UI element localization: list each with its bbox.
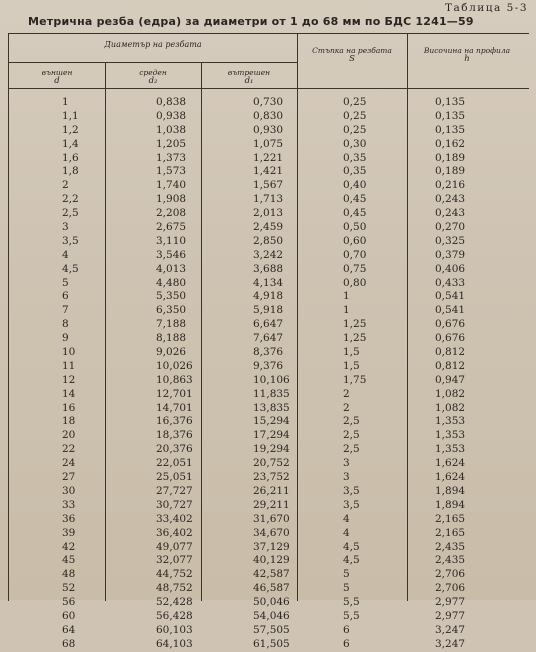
cell-inner-diameter: 3,688 xyxy=(253,262,284,275)
cell-profile-height: 0,135 xyxy=(435,96,466,108)
cell-outer-diameter: 3,5 xyxy=(62,234,79,247)
middle-diameter-label: среден xyxy=(139,68,167,77)
cell-pitch: 0,80 xyxy=(343,276,367,289)
table-row xyxy=(9,388,529,402)
cell-pitch: 0,50 xyxy=(343,221,367,234)
cell-pitch: 4,5 xyxy=(343,554,360,567)
table-row xyxy=(9,360,529,374)
cell-pitch: 1 xyxy=(343,290,350,303)
table-row xyxy=(9,638,529,652)
cell-outer-diameter: 1,4 xyxy=(62,137,79,150)
cell-middle-diameter: 7,188 xyxy=(156,318,187,331)
cell-profile-height: 1,353 xyxy=(435,443,466,456)
cell-middle-diameter: 30,727 xyxy=(156,498,193,511)
cell-outer-diameter: 4,5 xyxy=(62,262,79,275)
cell-outer-diameter: 48 xyxy=(62,568,76,581)
cell-outer-diameter: 1,2 xyxy=(62,123,79,136)
pitch-symbol: S xyxy=(349,54,355,64)
cell-inner-diameter: 50,046 xyxy=(253,596,290,609)
cell-pitch: 4 xyxy=(343,526,350,539)
cell-profile-height: 2,435 xyxy=(435,540,466,553)
cell-middle-diameter: 18,376 xyxy=(156,429,193,442)
table-row xyxy=(9,263,529,277)
cell-inner-diameter: 1,221 xyxy=(253,151,284,164)
cell-profile-height: 0,676 xyxy=(435,318,466,331)
cell-outer-diameter: 2,2 xyxy=(62,193,79,206)
cell-inner-diameter: 6,647 xyxy=(253,318,284,331)
cell-middle-diameter: 49,077 xyxy=(156,540,193,553)
cell-inner-diameter: 29,211 xyxy=(253,498,290,511)
cell-middle-diameter: 2,675 xyxy=(156,221,187,234)
cell-middle-diameter: 36,402 xyxy=(156,526,193,539)
cell-outer-diameter: 68 xyxy=(62,637,76,650)
diameter-group-header: Диаметър на резбата xyxy=(104,40,202,49)
cell-inner-diameter: 1,567 xyxy=(253,179,284,192)
cell-outer-diameter: 30 xyxy=(62,484,76,497)
inner-diameter-label: вътрешен xyxy=(227,68,271,77)
cell-inner-diameter: 26,211 xyxy=(253,484,290,497)
table-row xyxy=(9,610,529,624)
cell-middle-diameter: 10,026 xyxy=(156,359,193,372)
table-row xyxy=(9,179,529,193)
cell-outer-diameter: 3 xyxy=(62,221,69,234)
cell-pitch: 6 xyxy=(343,623,350,636)
cell-inner-diameter: 61,505 xyxy=(253,637,290,650)
cell-inner-diameter: 13,835 xyxy=(253,401,290,414)
cell-profile-height: 0,189 xyxy=(435,151,466,164)
cell-pitch: 0,45 xyxy=(343,193,367,206)
table-row xyxy=(9,96,529,110)
cell-outer-diameter: 39 xyxy=(62,526,76,539)
cell-inner-diameter: 42,587 xyxy=(253,568,290,581)
cell-profile-height: 0,541 xyxy=(435,304,466,317)
table-body xyxy=(9,96,529,652)
table-row xyxy=(9,541,529,555)
cell-profile-height: 0,189 xyxy=(435,165,466,178)
cell-profile-height: 0,406 xyxy=(435,262,466,275)
cell-middle-diameter: 0,938 xyxy=(156,109,187,122)
table-number: Таблица 5-3 xyxy=(444,2,528,14)
cell-inner-diameter: 7,647 xyxy=(253,332,284,345)
cell-pitch: 0,25 xyxy=(343,96,367,108)
inner-diameter-symbol: d₁ xyxy=(244,76,254,86)
cell-middle-diameter: 27,727 xyxy=(156,484,193,497)
cell-inner-diameter: 2,459 xyxy=(253,221,284,234)
cell-pitch: 1,5 xyxy=(343,359,360,372)
cell-middle-diameter: 1,038 xyxy=(156,123,187,136)
cell-inner-diameter: 15,294 xyxy=(253,415,290,428)
cell-pitch: 0,70 xyxy=(343,248,367,261)
cell-profile-height: 0,325 xyxy=(435,234,466,247)
header-bottom-rule xyxy=(9,88,529,89)
cell-pitch: 2 xyxy=(343,401,350,414)
cell-pitch: 6 xyxy=(343,637,350,650)
cell-outer-diameter: 42 xyxy=(62,540,76,553)
cell-pitch: 3,5 xyxy=(343,484,360,497)
cell-pitch: 0,35 xyxy=(343,151,367,164)
cell-outer-diameter: 4 xyxy=(62,248,69,261)
cell-middle-diameter: 20,376 xyxy=(156,443,193,456)
cell-inner-diameter: 1,421 xyxy=(253,165,284,178)
cell-outer-diameter: 1,1 xyxy=(62,109,79,122)
cell-pitch: 4,5 xyxy=(343,540,360,553)
cell-inner-diameter: 8,376 xyxy=(253,346,284,359)
cell-profile-height: 2,165 xyxy=(435,512,466,525)
cell-inner-diameter: 10,106 xyxy=(253,373,290,386)
cell-pitch: 0,60 xyxy=(343,234,367,247)
cell-inner-diameter: 2,850 xyxy=(253,234,284,247)
cell-middle-diameter: 16,376 xyxy=(156,415,193,428)
cell-middle-diameter: 3,110 xyxy=(156,234,187,247)
pitch-label: Стъпка на резбата xyxy=(312,46,392,55)
cell-profile-height: 1,624 xyxy=(435,471,466,484)
table-row xyxy=(9,277,529,291)
cell-pitch: 5 xyxy=(343,582,350,595)
cell-pitch: 0,25 xyxy=(343,123,367,136)
cell-pitch: 1 xyxy=(343,304,350,317)
cell-profile-height: 0,433 xyxy=(435,276,466,289)
cell-middle-diameter: 3,546 xyxy=(156,248,187,261)
cell-inner-diameter: 34,670 xyxy=(253,526,290,539)
cell-pitch: 0,35 xyxy=(343,165,367,178)
cell-middle-diameter: 0,838 xyxy=(156,96,187,108)
cell-pitch: 1,25 xyxy=(343,332,367,345)
cell-inner-diameter: 37,129 xyxy=(253,540,290,553)
profile-height-symbol: h xyxy=(464,54,470,64)
cell-middle-diameter: 4,013 xyxy=(156,262,187,275)
cell-middle-diameter: 1,373 xyxy=(156,151,187,164)
table-row xyxy=(9,207,529,221)
cell-pitch: 3 xyxy=(343,457,350,470)
cell-middle-diameter: 48,752 xyxy=(156,582,193,595)
profile-height-label: Височина на профила xyxy=(423,46,511,55)
cell-middle-diameter: 22,051 xyxy=(156,457,193,470)
cell-inner-diameter: 57,505 xyxy=(253,623,290,636)
table-row xyxy=(9,152,529,166)
table-caption: Метрична резба (едра) за диаметри от 1 до 68 мм по БДС 1241—59 xyxy=(28,15,474,28)
cell-inner-diameter: 23,752 xyxy=(253,471,290,484)
cell-inner-diameter: 1,075 xyxy=(253,137,284,150)
cell-middle-diameter: 1,205 xyxy=(156,137,187,150)
cell-outer-diameter: 8 xyxy=(62,318,69,331)
cell-pitch: 2,5 xyxy=(343,429,360,442)
cell-profile-height: 0,812 xyxy=(435,346,466,359)
cell-profile-height: 1,082 xyxy=(435,401,466,414)
cell-profile-height: 0,243 xyxy=(435,193,466,206)
cell-pitch: 5,5 xyxy=(343,596,360,609)
table-row xyxy=(9,221,529,235)
cell-profile-height: 1,082 xyxy=(435,387,466,400)
cell-inner-diameter: 0,830 xyxy=(253,109,284,122)
cell-middle-diameter: 10,863 xyxy=(156,373,193,386)
table-row xyxy=(9,374,529,388)
cell-profile-height: 0,379 xyxy=(435,248,466,261)
cell-outer-diameter: 45 xyxy=(62,554,76,567)
cell-profile-height: 0,135 xyxy=(435,109,466,122)
cell-profile-height: 1,894 xyxy=(435,498,466,511)
profile-height-header xyxy=(417,46,517,64)
outer-diameter-symbol: d xyxy=(54,76,60,86)
cell-inner-diameter: 11,835 xyxy=(253,387,290,400)
cell-middle-diameter: 44,752 xyxy=(156,568,193,581)
cell-outer-diameter: 6 xyxy=(62,290,69,303)
cell-profile-height: 0,541 xyxy=(435,290,466,303)
cell-pitch: 2 xyxy=(343,387,350,400)
table-row xyxy=(9,249,529,263)
cell-inner-diameter: 40,129 xyxy=(253,554,290,567)
table-row xyxy=(9,332,529,346)
table-row xyxy=(9,513,529,527)
cell-outer-diameter: 12 xyxy=(62,373,76,386)
cell-outer-diameter: 1 xyxy=(62,96,69,108)
cell-middle-diameter: 4,480 xyxy=(156,276,187,289)
cell-outer-diameter: 2,5 xyxy=(62,207,79,220)
cell-outer-diameter: 9 xyxy=(62,332,69,345)
cell-middle-diameter: 60,103 xyxy=(156,623,193,636)
cell-outer-diameter: 1,8 xyxy=(62,165,79,178)
cell-profile-height: 2,165 xyxy=(435,526,466,539)
cell-outer-diameter: 7 xyxy=(62,304,69,317)
middle-diameter-symbol: d₂ xyxy=(148,76,158,86)
cell-middle-diameter: 33,402 xyxy=(156,512,193,525)
table-row xyxy=(9,624,529,638)
table-row xyxy=(9,193,529,207)
cell-profile-height: 1,353 xyxy=(435,429,466,442)
cell-outer-diameter: 27 xyxy=(62,471,76,484)
cell-pitch: 1,75 xyxy=(343,373,367,386)
cell-pitch: 0,75 xyxy=(343,262,367,275)
cell-middle-diameter: 52,428 xyxy=(156,596,193,609)
table-row xyxy=(9,235,529,249)
table-row xyxy=(9,402,529,416)
table-row xyxy=(9,318,529,332)
pitch-header xyxy=(309,46,395,64)
cell-pitch: 3 xyxy=(343,471,350,484)
table-row xyxy=(9,485,529,499)
table-row xyxy=(9,457,529,471)
outer-diameter-header xyxy=(9,68,105,86)
cell-outer-diameter: 22 xyxy=(62,443,76,456)
cell-outer-diameter: 36 xyxy=(62,512,76,525)
cell-inner-diameter: 0,730 xyxy=(253,96,284,108)
cell-outer-diameter: 64 xyxy=(62,623,76,636)
header-divider xyxy=(9,62,297,63)
cell-pitch: 4 xyxy=(343,512,350,525)
cell-outer-diameter: 18 xyxy=(62,415,76,428)
cell-profile-height: 0,243 xyxy=(435,207,466,220)
cell-inner-diameter: 54,046 xyxy=(253,609,290,622)
cell-inner-diameter: 20,752 xyxy=(253,457,290,470)
outer-diameter-label: външен xyxy=(41,68,73,77)
cell-outer-diameter: 60 xyxy=(62,609,76,622)
cell-middle-diameter: 5,350 xyxy=(156,290,187,303)
cell-pitch: 0,45 xyxy=(343,207,367,220)
table-row xyxy=(9,443,529,457)
cell-middle-diameter: 14,701 xyxy=(156,401,193,414)
cell-inner-diameter: 46,587 xyxy=(253,582,290,595)
cell-pitch: 0,30 xyxy=(343,137,367,150)
cell-profile-height: 3,247 xyxy=(435,623,466,636)
cell-middle-diameter: 1,740 xyxy=(156,179,187,192)
cell-inner-diameter: 31,670 xyxy=(253,512,290,525)
table-row xyxy=(9,165,529,179)
cell-inner-diameter: 1,713 xyxy=(253,193,284,206)
cell-inner-diameter: 2,013 xyxy=(253,207,284,220)
cell-profile-height: 2,977 xyxy=(435,609,466,622)
cell-profile-height: 2,706 xyxy=(435,568,466,581)
cell-middle-diameter: 12,701 xyxy=(156,387,193,400)
cell-pitch: 5,5 xyxy=(343,609,360,622)
cell-middle-diameter: 1,908 xyxy=(156,193,187,206)
cell-middle-diameter: 56,428 xyxy=(156,609,193,622)
cell-outer-diameter: 5 xyxy=(62,276,69,289)
cell-profile-height: 2,706 xyxy=(435,582,466,595)
cell-inner-diameter: 0,930 xyxy=(253,123,284,136)
cell-inner-diameter: 19,294 xyxy=(253,443,290,456)
table-row xyxy=(9,346,529,360)
cell-middle-diameter: 8,188 xyxy=(156,332,187,345)
cell-outer-diameter: 24 xyxy=(62,457,76,470)
cell-middle-diameter: 32,077 xyxy=(156,554,193,567)
cell-outer-diameter: 20 xyxy=(62,429,76,442)
cell-outer-diameter: 10 xyxy=(62,346,76,359)
cell-profile-height: 0,135 xyxy=(435,123,466,136)
cell-pitch: 0,25 xyxy=(343,109,367,122)
table-row xyxy=(9,471,529,485)
cell-profile-height: 0,270 xyxy=(435,221,466,234)
cell-outer-diameter: 56 xyxy=(62,596,76,609)
table-row xyxy=(9,582,529,596)
cell-pitch: 0,40 xyxy=(343,179,367,192)
cell-outer-diameter: 14 xyxy=(62,387,76,400)
thread-table xyxy=(8,33,529,650)
cell-outer-diameter: 16 xyxy=(62,401,76,414)
cell-middle-diameter: 6,350 xyxy=(156,304,187,317)
table-row xyxy=(9,568,529,582)
inner-diameter-header xyxy=(201,68,297,86)
cell-middle-diameter: 2,208 xyxy=(156,207,187,220)
cell-pitch: 2,5 xyxy=(343,415,360,428)
cell-outer-diameter: 11 xyxy=(62,359,76,372)
cell-profile-height: 0,812 xyxy=(435,359,466,372)
cell-pitch: 2,5 xyxy=(343,443,360,456)
table-row xyxy=(9,554,529,568)
cell-profile-height: 1,894 xyxy=(435,484,466,497)
table-row xyxy=(9,124,529,138)
cell-pitch: 5 xyxy=(343,568,350,581)
cell-profile-height: 1,624 xyxy=(435,457,466,470)
table-row xyxy=(9,415,529,429)
cell-profile-height: 2,435 xyxy=(435,554,466,567)
table-row xyxy=(9,429,529,443)
cell-pitch: 3,5 xyxy=(343,498,360,511)
cell-middle-diameter: 64,103 xyxy=(156,637,193,650)
cell-inner-diameter: 3,242 xyxy=(253,248,284,261)
cell-inner-diameter: 17,294 xyxy=(253,429,290,442)
cell-pitch: 1,25 xyxy=(343,318,367,331)
cell-outer-diameter: 2 xyxy=(62,179,69,192)
table-row xyxy=(9,304,529,318)
cell-outer-diameter: 1,6 xyxy=(62,151,79,164)
cell-inner-diameter: 5,918 xyxy=(253,304,284,317)
cell-inner-diameter: 4,918 xyxy=(253,290,284,303)
cell-outer-diameter: 33 xyxy=(62,498,76,511)
cell-profile-height: 2,977 xyxy=(435,596,466,609)
cell-profile-height: 0,162 xyxy=(435,137,466,150)
cell-profile-height: 0,216 xyxy=(435,179,466,192)
cell-profile-height: 3,247 xyxy=(435,637,466,650)
table-row xyxy=(9,110,529,124)
table-row xyxy=(9,596,529,610)
cell-profile-height: 0,676 xyxy=(435,332,466,345)
table-row xyxy=(9,138,529,152)
cell-middle-diameter: 1,573 xyxy=(156,165,187,178)
cell-inner-diameter: 9,376 xyxy=(253,359,284,372)
cell-inner-diameter: 4,134 xyxy=(253,276,284,289)
middle-diameter-header xyxy=(105,68,201,86)
cell-middle-diameter: 25,051 xyxy=(156,471,193,484)
cell-outer-diameter: 52 xyxy=(62,582,76,595)
table-row xyxy=(9,499,529,513)
cell-pitch: 1,5 xyxy=(343,346,360,359)
cell-profile-height: 0,947 xyxy=(435,373,466,386)
table-row xyxy=(9,290,529,304)
cell-middle-diameter: 9,026 xyxy=(156,346,187,359)
cell-profile-height: 1,353 xyxy=(435,415,466,428)
table-row xyxy=(9,527,529,541)
